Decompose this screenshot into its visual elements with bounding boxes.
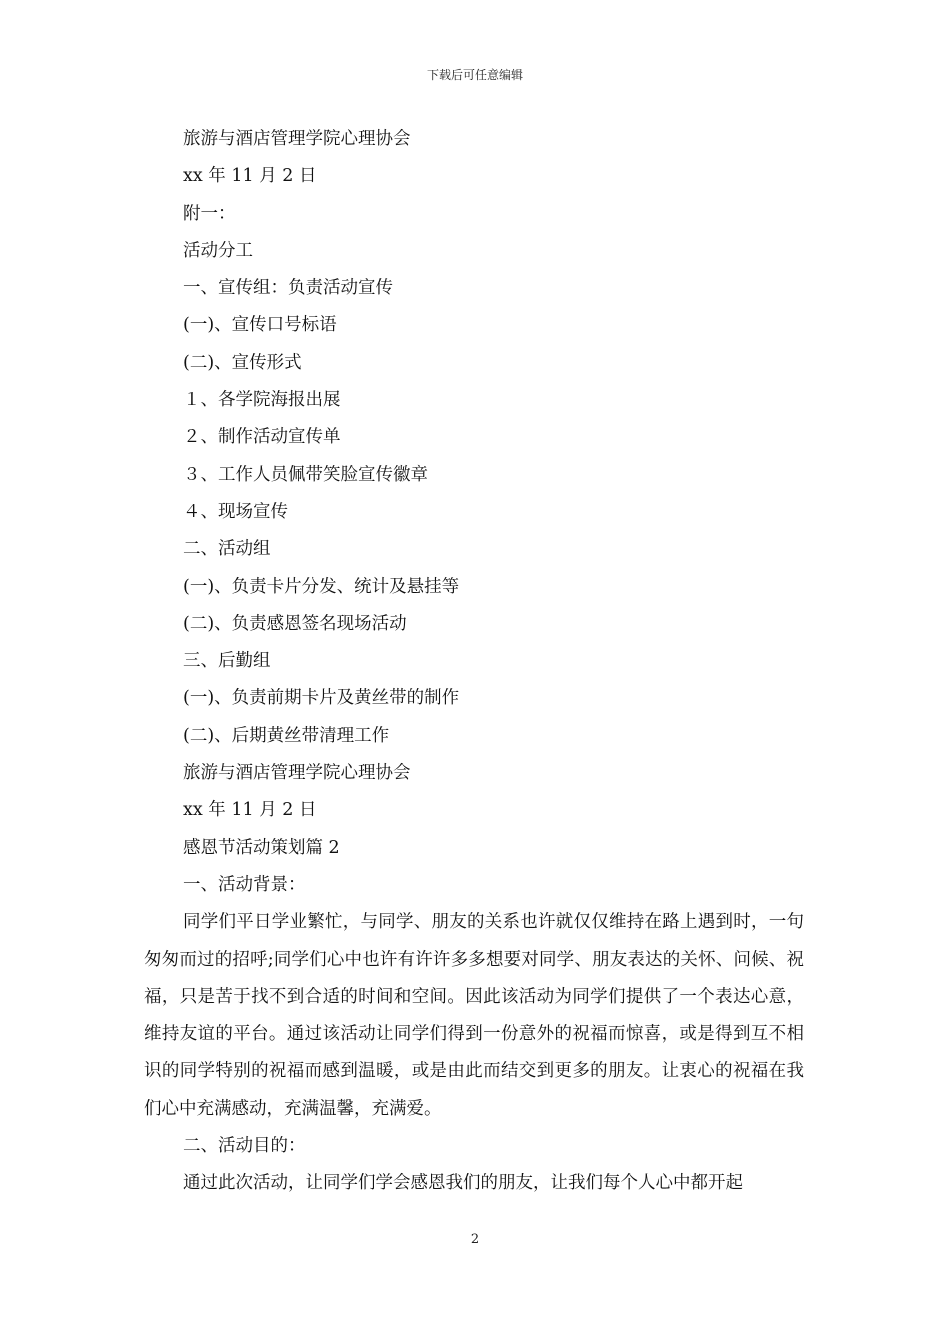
list-item: (二)、负责感恩签名现场活动 xyxy=(183,613,407,634)
subsection-heading: 二、活动目的： xyxy=(183,1136,306,1157)
appendix-label: 附一： xyxy=(183,203,236,224)
section-title: 活动分工 xyxy=(183,240,253,261)
body-paragraph: 通过此次活动，让同学们学会感恩我们的朋友，让我们每个人心中都开起 xyxy=(183,1173,743,1194)
page-number: 2 xyxy=(470,1232,480,1247)
list-item: (一)、宣传口号标语 xyxy=(183,315,337,336)
body-paragraph: 同学们平日学业繁忙，与同学、朋友的关系也许就仅仅维持在路上遇到时，一句匆匆而过的招呼;同学们心中也许有许许多多想要对同学、朋友表达的关怀、问候、祝福，只是苦于找不到合适的时间和空间。因此该活动为同学们提供了一个表达心意，维持友谊的平台。通过该活动让同学们得到一份意外的祝福而惊喜，或是得到互不相识的同学特别的祝福而感到温暖，或是由此而结交到更多的朋友。让衷心的祝福在我们心中充满感动，充满温馨，充满爱。 xyxy=(144,912,804,1119)
list-item: １、各学院海报出展 xyxy=(183,390,341,411)
list-item: ２、制作活动宣传单 xyxy=(183,427,341,448)
date-line: xx 年 11 月 2 日 xyxy=(183,166,317,187)
page-header: 下载后可任意编辑 xyxy=(426,68,523,82)
list-item: 一、宣传组：负责活动宣传 xyxy=(183,278,393,299)
subsection-heading: 一、活动背景： xyxy=(183,874,306,895)
org-signature: 旅游与酒店管理学院心理协会 xyxy=(183,763,411,784)
date-line: xx 年 11 月 2 日 xyxy=(183,800,317,821)
list-item: ４、现场宣传 xyxy=(183,501,288,522)
list-item: (一)、负责卡片分发、统计及悬挂等 xyxy=(183,576,460,597)
list-item: ３、工作人员佩带笑脸宣传徽章 xyxy=(183,464,428,485)
document-body xyxy=(144,121,824,1203)
list-item: (二)、宣传形式 xyxy=(183,352,302,373)
list-item: 二、活动组 xyxy=(183,539,271,560)
list-item: 三、后勤组 xyxy=(183,651,271,672)
section-title: 感恩节活动策划篇 2 xyxy=(183,837,340,858)
list-item: (二)、后期黄丝带清理工作 xyxy=(183,725,390,746)
org-signature: 旅游与酒店管理学院心理协会 xyxy=(183,129,411,149)
list-item: (一)、负责前期卡片及黄丝带的制作 xyxy=(183,688,460,709)
